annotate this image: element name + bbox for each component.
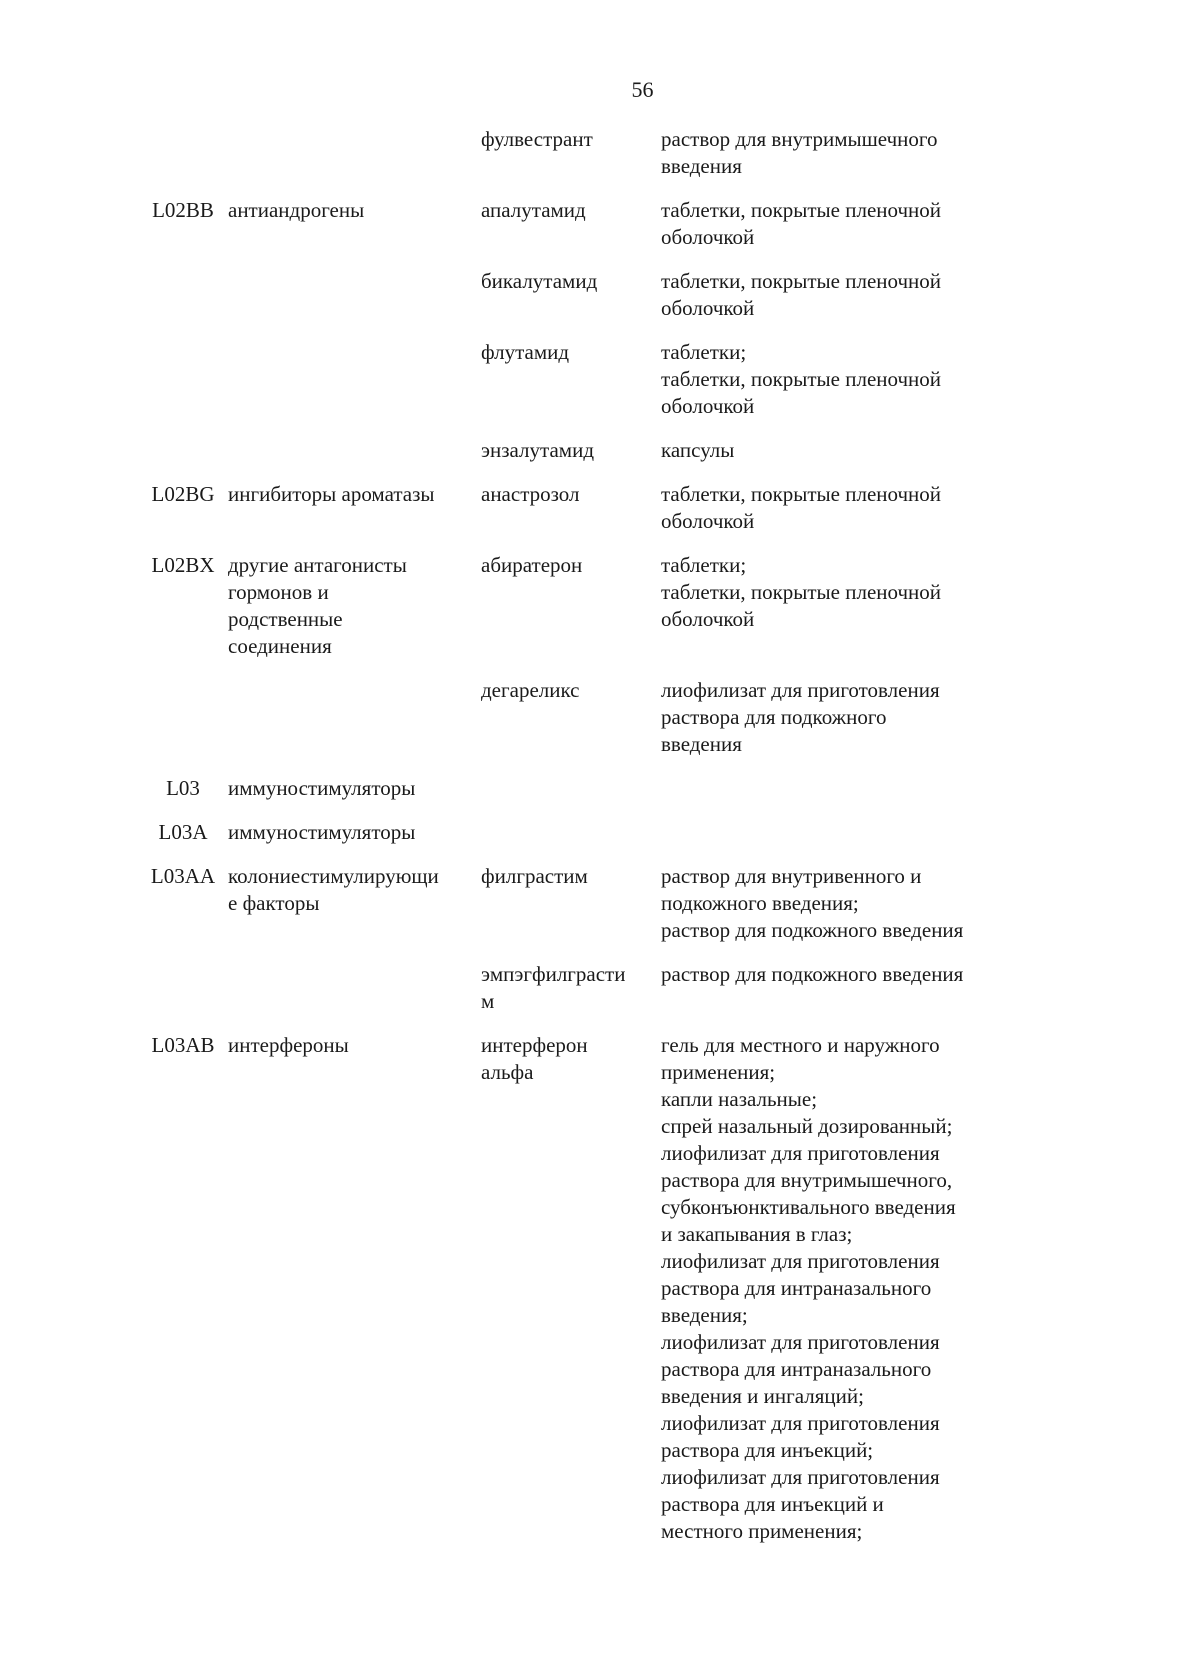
pharmacological-group: ингибиторы ароматазы [228,482,435,506]
atc-code: L02BX [151,553,215,577]
drug-name: энзалутамид [481,438,594,462]
dosage-form: гель для местного и наружного применения; капли назальные; спрей назальный дозированный; лиофилизат для приготовления раствора для внутримышечного, субконъюнктивального введения и закапывания в глаз; лиофилизат для приготовления раствора для интраназального введения; лиофилизат для приготовления раствора для интраназального введения и ингаляций; лиофилизат для приготовления раствора для инъекций; лиофилизат для приготовления раствора для инъекций и местного применения; [661,1033,956,1543]
dosage-form: таблетки; таблетки, покрытые пленочной оболочкой [661,553,942,631]
atc-code: L03AA [150,864,216,888]
drug-name: абиратерон [481,553,583,577]
dosage-form: таблетки, покрытые пленочной оболочкой [661,198,942,249]
atc-code: L02BB [152,198,214,222]
table-row [0,126,1200,180]
table-row [0,268,1200,322]
drug-name: апалутамид [481,198,586,222]
dosage-form: раствор для внутримышечного введения [661,127,938,178]
pharmacological-group: иммуностимуляторы [228,820,416,844]
dosage-form: раствор для внутривенного и подкожного введения; раствор для подкожного введения [661,864,964,942]
dosage-form: капсулы [661,438,735,462]
table-row [0,961,1200,1015]
table-row [0,197,1200,251]
pharmacological-group: другие антагонисты гормонов и родственные соединения [228,553,407,658]
pharmacological-group: колониестимулирующи е факторы [228,864,439,915]
table-row [0,863,1200,944]
dosage-form: таблетки, покрытые пленочной оболочкой [661,482,942,533]
table-row [0,481,1200,535]
dosage-form: раствор для подкожного введения [661,962,964,986]
table-row [0,1032,1200,1545]
table-row [0,819,1200,846]
dosage-form: таблетки, покрытые пленочной оболочкой [661,269,942,320]
dosage-form: лиофилизат для приготовления раствора для подкожного введения [661,678,940,756]
table-row [0,775,1200,802]
drug-name: анастрозол [481,482,580,506]
pharmacological-group: интерфероны [228,1033,349,1057]
table-row [0,437,1200,464]
drug-name: эмпэгфилграсти м [481,962,626,1013]
drug-name: интерферон альфа [481,1033,588,1084]
drug-name: бикалутамид [481,269,598,293]
dosage-form: таблетки; таблетки, покрытые пленочной оболочкой [661,340,942,418]
drug-name: флутамид [481,340,570,364]
atc-code: L03A [158,820,208,844]
pharmacological-group: иммуностимуляторы [228,776,416,800]
page-number: 56 [631,77,654,102]
atc-code: L03AB [151,1033,215,1057]
pharmacological-group: антиандрогены [228,198,365,222]
table-row [0,677,1200,758]
table-row [0,339,1200,420]
drug-name: филграстим [481,864,588,888]
drug-name: дегареликс [481,678,580,702]
table-row [0,552,1200,660]
atc-code: L03 [166,776,200,800]
drug-name: фулвестрант [481,127,593,151]
drug-table [0,126,1200,1545]
atc-code: L02BG [151,482,215,506]
